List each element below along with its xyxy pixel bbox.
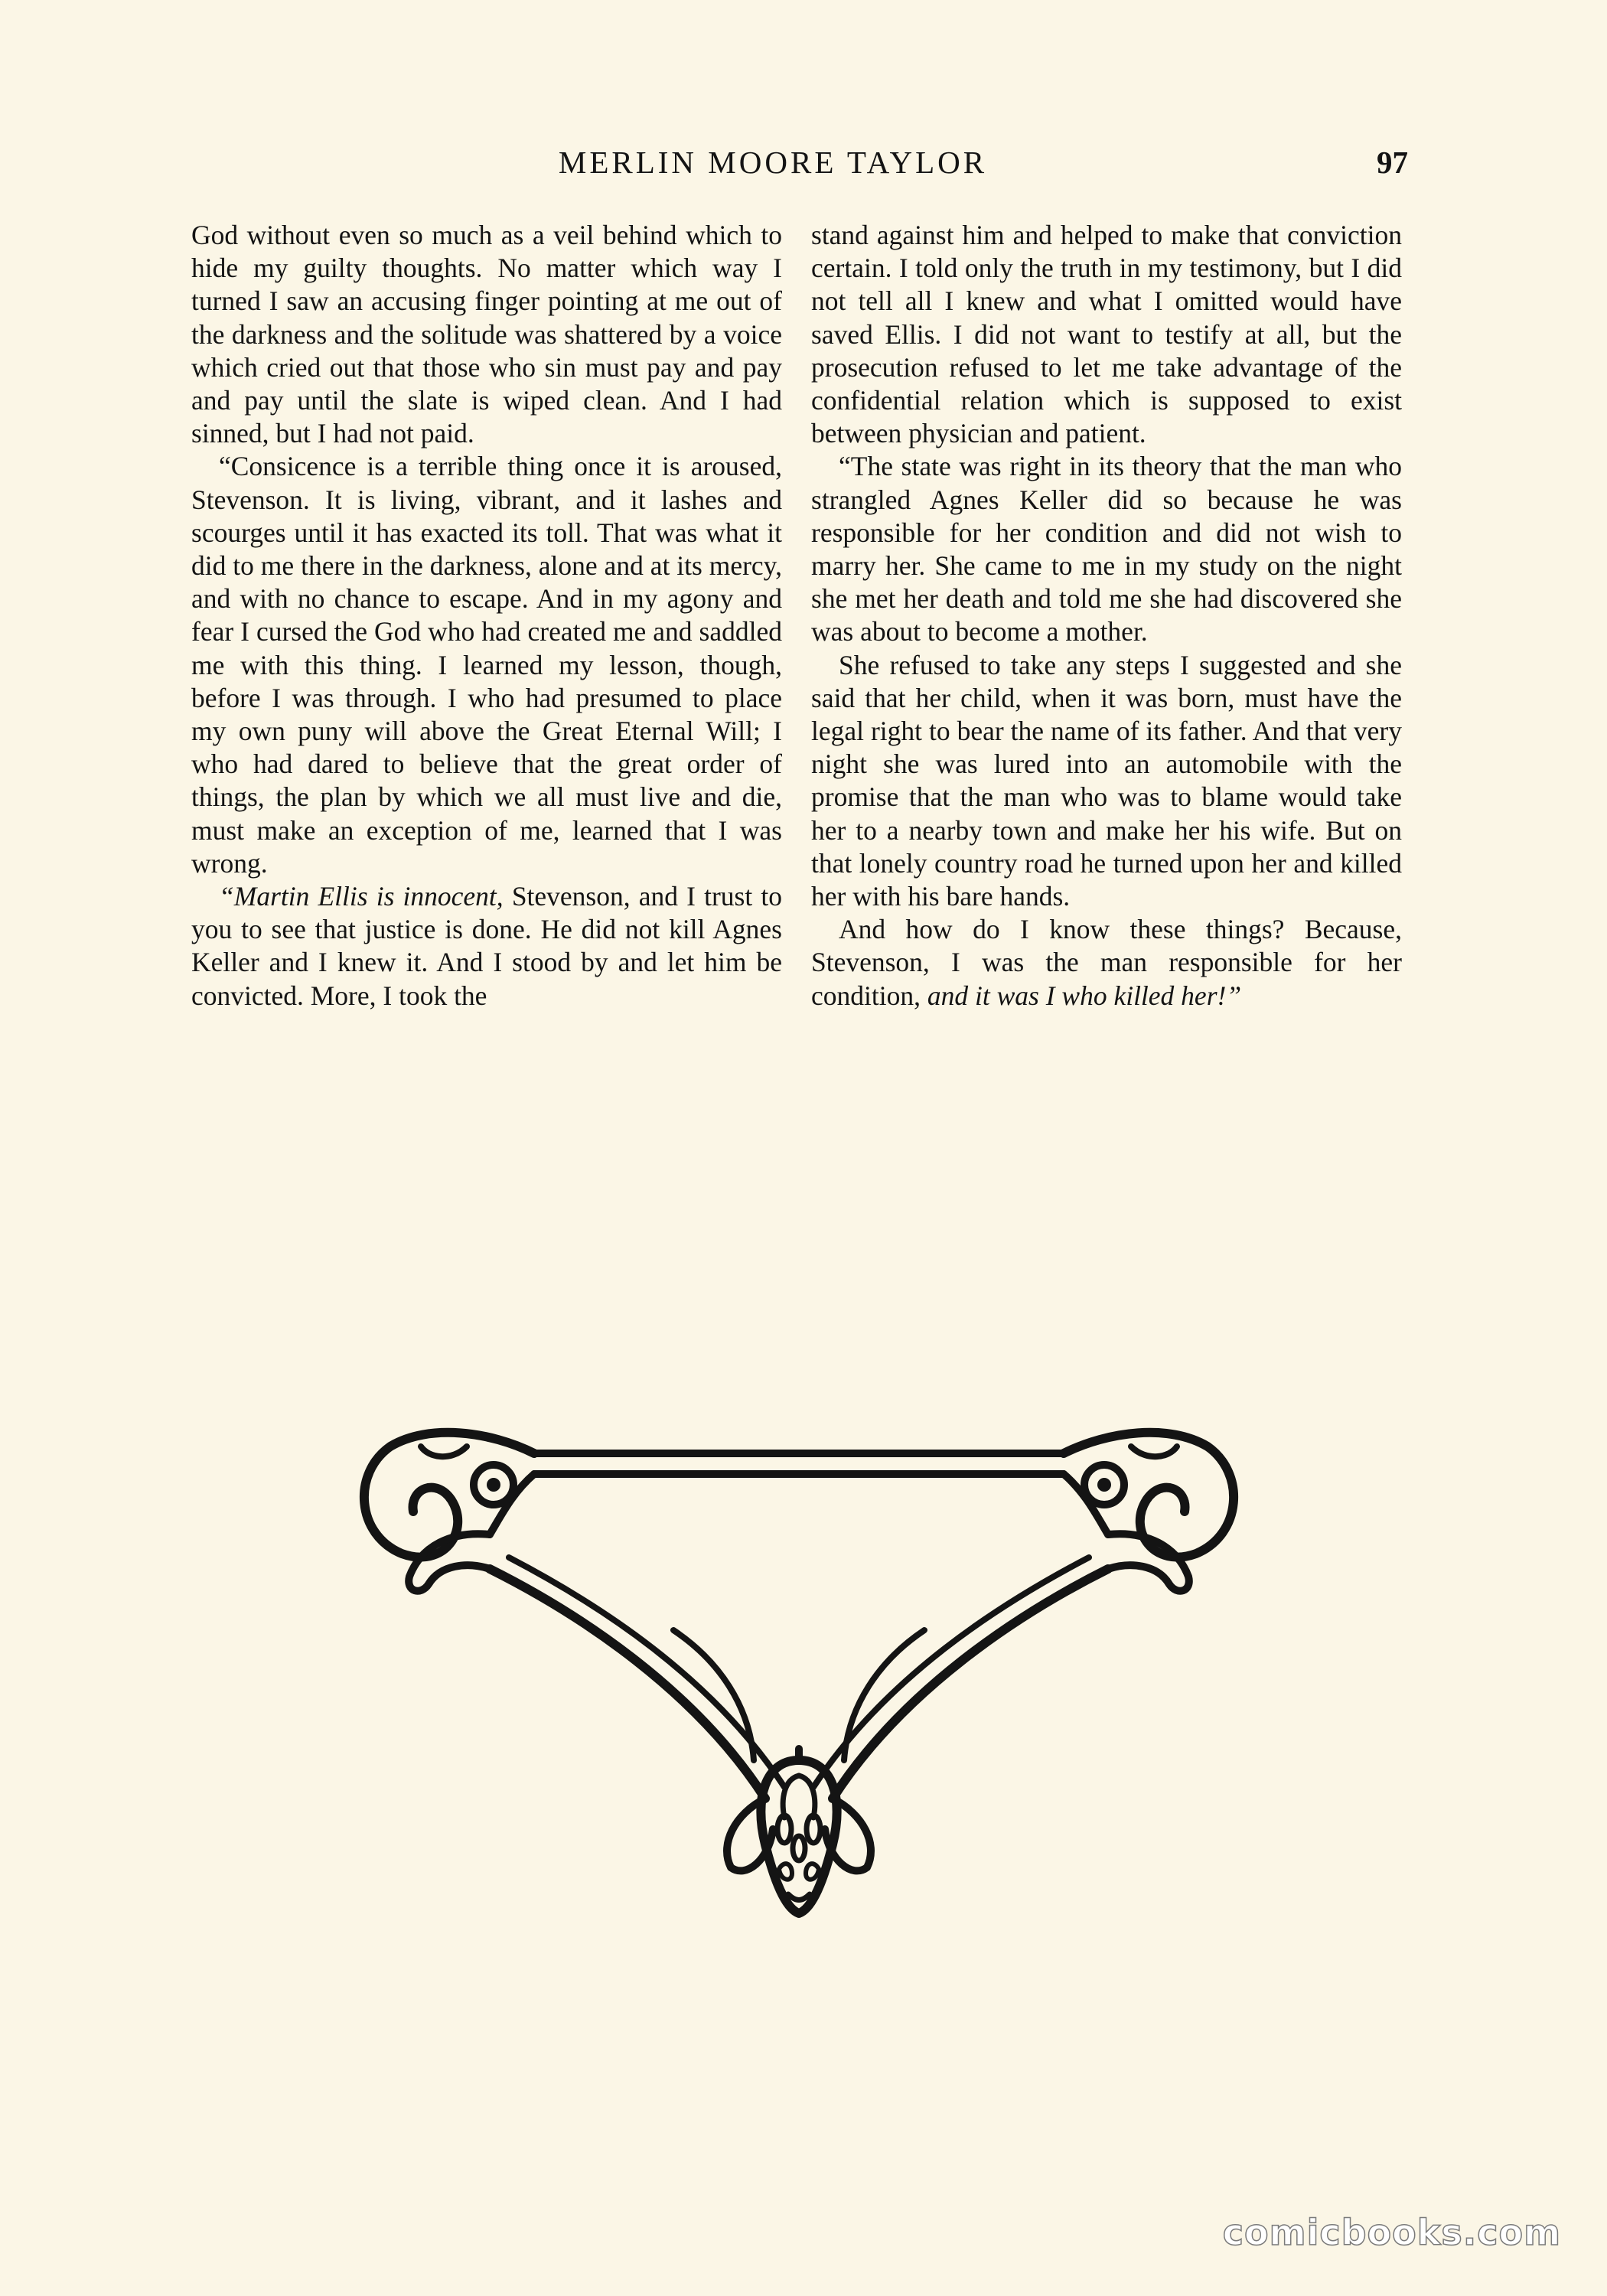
running-title: MERLIN MOORE TAYLOR: [558, 145, 988, 180]
paragraph: [811, 913, 1402, 1013]
text-column-left: [191, 219, 782, 1013]
tailpiece-ornament-icon: [337, 1401, 1270, 1936]
watermark: comicbooks.com: [1222, 2212, 1561, 2253]
paragraph: stand against him and helped to make that conviction certain. I told only the truth in my testimony, but I did not tell all I knew and what I omitted would have saved Ellis. I did not want to testify at all, but the prosecution refused to let me take advantage of the confidential relation which is supposed to exist between physician and patient.: [811, 220, 1402, 449]
italic-phrase: and it was I who killed her!”: [927, 980, 1242, 1011]
paragraph: “Consicence is a terrible thing once it is aroused, Stevenson. It is living, vibrant, and it lashes and scourges until it has exacted its toll. That was what it did to me there in the darkness, alone and at its mercy, and with no chance to escape. And in my agony and fear I cursed the God who had created me and saddled me with this thing. I learned my lesson, though, before I was through. I who had presumed to place my own puny will above the Great Eternal Will; I who had dared to believe that the great order of things, the plan by which we all must live and die, must make an exception of me, learned that I was wrong.: [191, 451, 782, 879]
paragraph-text: And how do I know these things? Because, Stevenson, I was the man responsible for her condition,: [811, 914, 1402, 1011]
running-head: [0, 139, 1607, 185]
page-number: 97: [1377, 145, 1408, 180]
text-column-right: [811, 219, 1402, 1013]
paragraph-text: Stevenson, and I trust to you to see that justice is done. He did not kill Agnes Keller and I knew it. And I stood by and let him be convicted. More, I took the: [191, 881, 782, 1011]
italic-phrase: “Martin Ellis is innocent,: [219, 881, 504, 912]
paragraph: [191, 880, 782, 1013]
paragraph: God without even so much as a veil behind which to hide my guilty thoughts. No matter which way I turned I saw an accusing finger pointing at me out of the darkness and the solitude was shattered by a voice which cried out that those who sin must pay and pay and pay until the slate is wiped clean. And I had sinned, but I had not paid.: [191, 220, 782, 449]
paragraph: “The state was right in its theory that the man who strangled Agnes Keller did so because he was responsible for her condition and did not wish to marry her. She came to me in my study on the night she met her death and told me she had discovered she was about to become a mother.: [811, 451, 1402, 647]
paragraph: She refused to take any steps I suggested and she said that her child, when it was born, must have the legal right to bear the name of its father. And that very night she was lured into an automobile with the promise that the man who was to blame would take her to a nearby town and make her his wife. But on that lonely country road he turned upon her and killed her with his bare hands.: [811, 649, 1402, 912]
